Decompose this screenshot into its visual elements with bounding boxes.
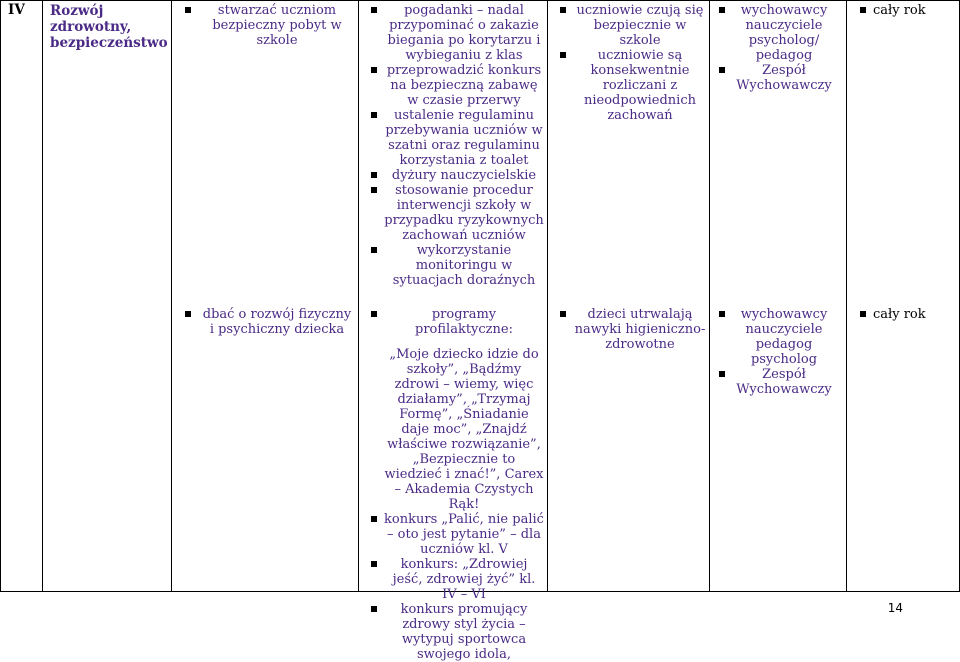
time-cell <box>857 3 957 18</box>
list-item: cały rok <box>857 3 957 18</box>
forms-cell <box>368 3 544 288</box>
responsible-cell <box>716 3 836 93</box>
list-item: programy profilaktyczne: <box>368 307 544 337</box>
list-item: ustalenie regulaminu przebywania uczniów w szatni oraz regulaminu korzystania z toalet <box>368 108 544 168</box>
time-cell <box>857 307 957 322</box>
programs-list: „Moje dziecko idzie do szkoły”, „Bądźmy zdrowi – wiemy, więc działamy”, „Trzymaj Formę”, „Śniadanie daje moc”, „Znajdź właściwe rozwiązanie”, „Bezpiecznie to wiedzieć i znać!”, Carex – Akademia Czystych Rąk! <box>384 347 544 512</box>
list-item: dzieci utrwalają nawyki higieniczno-zdrowotne <box>557 307 707 352</box>
list-item: konkurs promujący zdrowy styl życia – wytypuj sportowca swojego idola, <box>368 602 544 662</box>
list-item: Zespół Wychowawczy <box>716 367 836 397</box>
col-border <box>709 0 710 592</box>
list-item: dbać o rozwój fizyczny i psychiczny dziecka <box>182 307 354 337</box>
list-item: przeprowadzić konkurs na bezpieczną zabawę w czasie przerwy <box>368 63 544 108</box>
section-number: IV <box>8 2 25 18</box>
area-title: Rozwój zdrowotny, bezpieczeństwo <box>50 3 168 51</box>
task-cell <box>182 3 354 48</box>
effects-cell <box>557 3 707 123</box>
task-cell <box>182 307 354 337</box>
responsible-cell <box>716 307 836 397</box>
list-item: cały rok <box>857 307 957 322</box>
col-border <box>547 0 548 592</box>
col-border <box>171 0 172 592</box>
page-number: 14 <box>887 601 903 615</box>
effects-cell <box>557 307 707 352</box>
list-item: wykorzystanie monitoringu w sytuacjach doraźnych <box>368 243 544 288</box>
list-item: uczniowie są konsekwentnie rozliczani z nieodpowiednich zachowań <box>557 48 707 123</box>
list-item: uczniowie czują się bezpiecznie w szkole <box>557 3 707 48</box>
list-item: stwarzać uczniom bezpieczny pobyt w szkole <box>182 3 354 48</box>
col-border <box>358 0 359 592</box>
col-border <box>846 0 847 592</box>
list-item: konkurs: „Zdrowiej jeść, zdrowiej żyć” kl. IV – VI <box>368 557 544 602</box>
list-item: konkurs „Palić, nie palić – oto jest pytanie” – dla uczniów kl. V <box>368 512 544 557</box>
col-border <box>42 0 43 592</box>
list-item: wychowawcy nauczyciele pedagog psycholog <box>716 307 836 367</box>
col-border <box>0 0 1 592</box>
list-item: Zespół Wychowawczy <box>716 63 836 93</box>
list-item: stosowanie procedur interwencji szkoły w przypadku ryzykownych zachowań uczniów <box>368 183 544 243</box>
list-item: pogadanki – nadal przypominać o zakazie biegania po korytarzu i wybieganiu z klas <box>368 3 544 63</box>
list-item: dyżury nauczycielskie <box>368 168 544 183</box>
list-item: wychowawcy nauczyciele psycholog/ pedagog <box>716 3 836 63</box>
forms-cell <box>368 307 544 662</box>
table-top-border <box>0 0 960 1</box>
